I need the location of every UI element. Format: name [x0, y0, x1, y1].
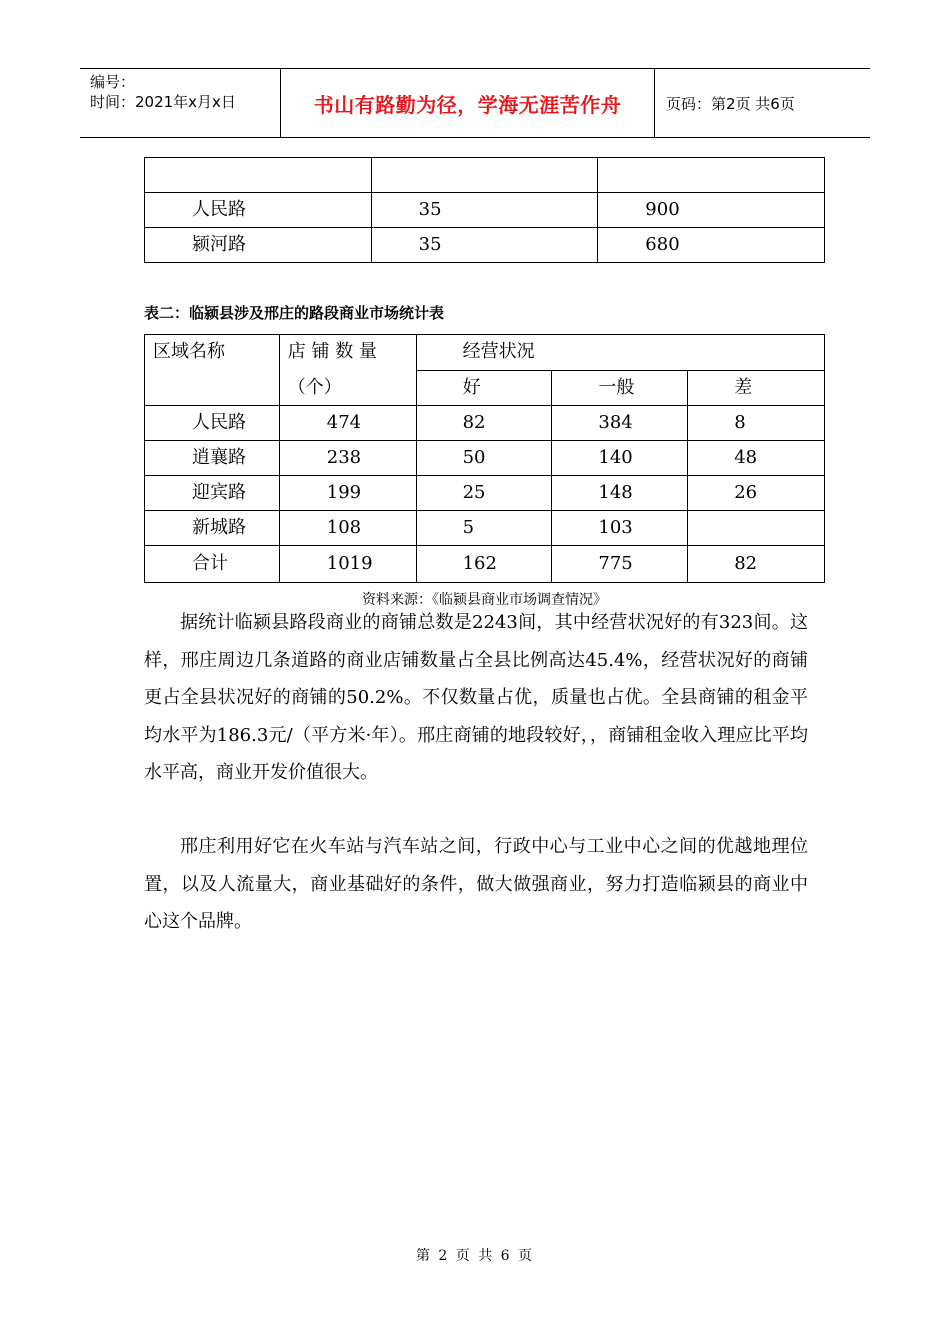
table-row: [145, 158, 825, 193]
table-header-row: [145, 335, 825, 371]
table-cell: 82: [688, 546, 825, 583]
paragraph: 据统计临颍县路段商业的商铺总数是2243间，其中经营状况好的有323间。这样，邢庄周边几条道路的商业店铺数量占全县比例高达45.4%，经营状况好的商铺更占全县状况好的商铺的50.2%。不仅数量占优，质量也占优。全县商铺的租金平均水平为186.3元/（平方米·年）。邢庄商铺的地段较好，，商铺租金收入理应比平均水平高，商业开发价值很大。: [144, 612, 808, 783]
table-row: [145, 476, 825, 511]
table-cell: 474: [279, 406, 416, 441]
table-cell: 人民路: [145, 193, 372, 228]
header-count: [279, 335, 416, 406]
table-caption: 表二：临颍县涉及邢庄的路段商业市场统计表: [144, 304, 445, 322]
page-footer: 第 2 页 共 6 页: [415, 1248, 535, 1264]
table-cell: 384: [552, 406, 688, 441]
table-row: [145, 511, 825, 546]
body-text: [144, 828, 808, 941]
table-cell: [688, 511, 825, 546]
table-cell: 140: [552, 441, 688, 476]
table-cell: 82: [416, 406, 552, 441]
table-row: [145, 228, 825, 263]
header-meta: [90, 72, 236, 112]
table-cell: 新城路: [145, 511, 280, 546]
header-count-unit: （个）: [287, 377, 342, 398]
table-row: [145, 441, 825, 476]
header-divider: [654, 69, 655, 137]
table-cell: 26: [688, 476, 825, 511]
table-cell: 8: [688, 406, 825, 441]
table-cell: [145, 158, 372, 193]
table-cell: 5: [416, 511, 552, 546]
table-cell: 108: [279, 511, 416, 546]
header-normal: 一般: [552, 370, 688, 406]
table-cell: 148: [552, 476, 688, 511]
header-page-label: 页码：第2页 共6页: [666, 94, 795, 113]
market-stats-table: [144, 334, 825, 583]
table-cell: 人民路: [145, 406, 280, 441]
table-source-note: 资料来源：《临颍县商业市场调查情况》: [362, 592, 607, 608]
table-row: [145, 546, 825, 583]
table-continued: [144, 157, 825, 263]
table-cell: 680: [598, 228, 825, 263]
doc-id-label: 编号：: [90, 73, 136, 91]
table-row: [145, 406, 825, 441]
table-cell: 颍河路: [145, 228, 372, 263]
table-cell: 合计: [145, 546, 280, 583]
table-cell: 900: [598, 193, 825, 228]
table-cell: [598, 158, 825, 193]
table-cell: 199: [279, 476, 416, 511]
table-cell: 103: [552, 511, 688, 546]
header-count-label: 店 铺 数 量: [287, 341, 377, 362]
paragraph: 邢庄利用好它在火车站与汽车站之间，行政中心与工业中心之间的优越地理位置，以及人流量大，商业基础好的条件，做大做强商业，努力打造临颍县的商业中心这个品牌。: [144, 836, 808, 932]
table-cell: 775: [552, 546, 688, 583]
table-row: [145, 193, 825, 228]
doc-time-label: 时间：2021年x月x日: [90, 93, 236, 111]
table-cell: 逍襄路: [145, 441, 280, 476]
header-good: 好: [416, 370, 552, 406]
header-bad: 差: [688, 370, 825, 406]
table-cell: 迎宾路: [145, 476, 280, 511]
header-area: 区域名称: [145, 335, 280, 406]
table-cell: 238: [279, 441, 416, 476]
table-cell: 1019: [279, 546, 416, 583]
table-cell: 48: [688, 441, 825, 476]
header-motto: 书山有路勤为径，学海无涯苦作舟: [313, 92, 622, 117]
table-cell: [371, 158, 598, 193]
body-text: [144, 604, 808, 792]
page-header: [80, 68, 870, 138]
table-cell: 162: [416, 546, 552, 583]
table-cell: 50: [416, 441, 552, 476]
table-cell: 35: [371, 228, 598, 263]
table-cell: 35: [371, 193, 598, 228]
table-cell: 25: [416, 476, 552, 511]
header-status: 经营状况: [416, 335, 824, 371]
